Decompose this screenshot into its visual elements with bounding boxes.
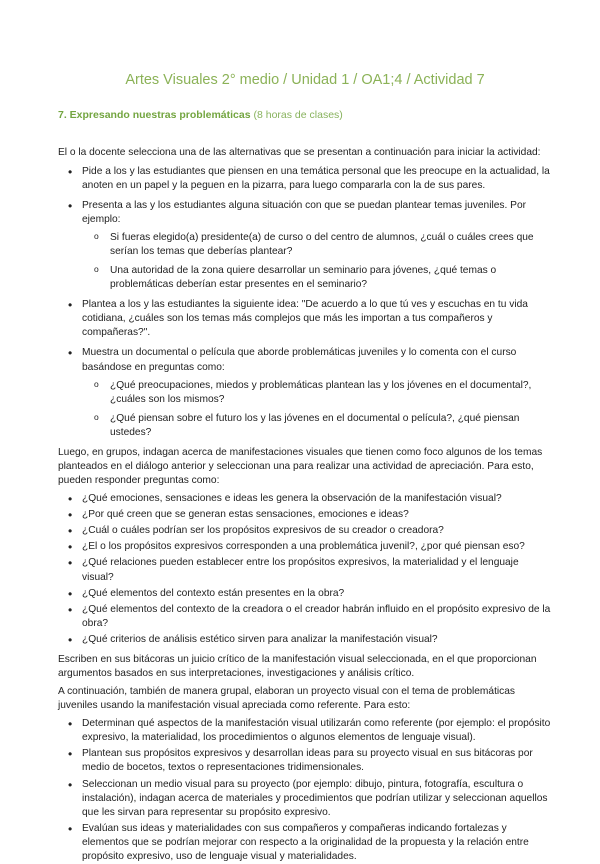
step-item: • Evalúan sus ideas y materialidades con sus compañeros y compañeras indicando fortalezas y elementos que se podrían mejorar con respecto a la originalidad de la propuesta y la relación entre propósito expresivo, uso de lenguaje visual y materialidades. [58, 822, 552, 864]
option-text: Plantea a los y las estudiantes la siguiente idea: "De acuerdo a lo que tú ves y escuchas en tu vida cotidiana, ¿cuáles son los temas más complejos que más les importan a tus compañeros y compañeras?". [82, 299, 528, 339]
section-heading [58, 108, 552, 122]
sub-list [82, 379, 552, 440]
list-item [58, 346, 552, 439]
question-item: • ¿Por qué creen que se generan estas sensaciones, emociones e ideas? [58, 508, 552, 522]
list-item [58, 165, 552, 193]
question-item: • ¿Qué emociones, sensaciones e ideas les genera la observación de la manifestación visual? [58, 492, 552, 506]
project-paragraph: A continuación, también de manera grupal, elaboran un proyecto visual con el tema de problemáticas juveniles usando la manifestación visual apreciada como referente. Para esto: [58, 686, 516, 712]
list-item [58, 298, 552, 340]
question-item: • ¿Qué criterios de análisis estético sirven para analizar la manifestación visual? [58, 633, 552, 647]
sub-list-item: o ¿Qué preocupaciones, miedos y problemáticas plantean las y los jóvenes en el documental?, ¿cuáles son los mismos? [82, 379, 552, 407]
option-text: Muestra un documental o película que aborde problemáticas juveniles y lo comenta con el curso basándose en preguntas como: [82, 347, 517, 373]
question-item: • ¿El o los propósitos expresivos corresponden a una problemática juvenil?, ¿por qué piensan eso? [58, 540, 552, 554]
step-item: • Seleccionan un medio visual para su proyecto (por ejemplo: dibujo, pintura, fotografía, escultura o instalación), indagan acerca de materiales y procedimientos que podrían utilizar y seleccionan aquellos que les sirvan para representar su propósito expresivo. [58, 778, 552, 820]
sub-list-item: o Una autoridad de la zona quiere desarrollar un seminario para jóvenes, ¿qué temas o problemáticas deberían estar presentes en el seminario? [82, 264, 552, 292]
questions-list [58, 492, 552, 647]
question-item: • ¿Cuál o cuáles podrían ser los propósitos expresivos de su creador o creadora? [58, 524, 552, 538]
question-item: • ¿Qué relaciones pueden establecer entre los propósitos expresivos, la materialidad y el lenguaje visual? [58, 556, 552, 584]
step-item: • Determinan qué aspectos de la manifestación visual utilizarán como referente (por ejemplo: el propósito expresivo, la materialidad, los procedimientos o algunos elementos de lenguaje visual). [58, 717, 552, 745]
step-item: • Plantean sus propósitos expresivos y desarrollan ideas para su proyecto visual en sus bitácoras por medio de bocetos, textos o representaciones tridimensionales. [58, 747, 552, 775]
list-item [58, 199, 552, 292]
sub-list-item: o ¿Qué piensan sobre el futuro los y las jóvenes en el documental o película?, ¿qué piensan ustedes? [82, 412, 552, 440]
options-list [58, 165, 552, 440]
sub-list [82, 231, 552, 292]
question-item: • ¿Qué elementos del contexto están presentes en la obra? [58, 587, 552, 601]
intro-paragraph: El o la docente selecciona una de las alternativas que se presentan a continuación para iniciar la actividad: [58, 147, 541, 159]
page-title: Artes Visuales 2° medio / Unidad 1 / OA1;4 / Actividad 7 [125, 72, 485, 88]
option-text: Pide a los y las estudiantes que piensen en una temática personal que les preocupe en la actualidad, la anoten en un papel y la peguen en la pizarra, para luego compararla con la de sus pares. [82, 165, 550, 191]
bitacora-paragraph: Escriben en sus bitácoras un juicio crítico de la manifestación visual seleccionada, en el que proporcionan argumentos basados en sus interpretaciones, investigaciones y análisis crítico. [58, 653, 537, 679]
question-item: • ¿Qué elementos del contexto de la creadora o el creador habrán influido en el propósito expresivo de la obra? [58, 603, 552, 631]
groups-paragraph: Luego, en grupos, indagan acerca de manifestaciones visuales que tienen como foco algunos de los temas planteados en el diálogo anterior y seleccionan una para realizar una actividad de apreciación. Para esto, pueden responder preguntas como: [58, 446, 543, 487]
option-text: Presenta a las y los estudiantes alguna situación con que se puedan plantear temas juveniles. Por ejemplo: [82, 199, 527, 225]
sub-list-item: o Si fueras elegido(a) presidente(a) de curso o del centro de alumnos, ¿cuál o cuáles crees que serían los temas que deberías plantear? [82, 231, 552, 259]
section-hours: (8 horas de clases) [253, 109, 343, 121]
section-heading-text: 7. Expresando nuestras problemáticas [58, 109, 251, 121]
steps-list [58, 717, 552, 864]
